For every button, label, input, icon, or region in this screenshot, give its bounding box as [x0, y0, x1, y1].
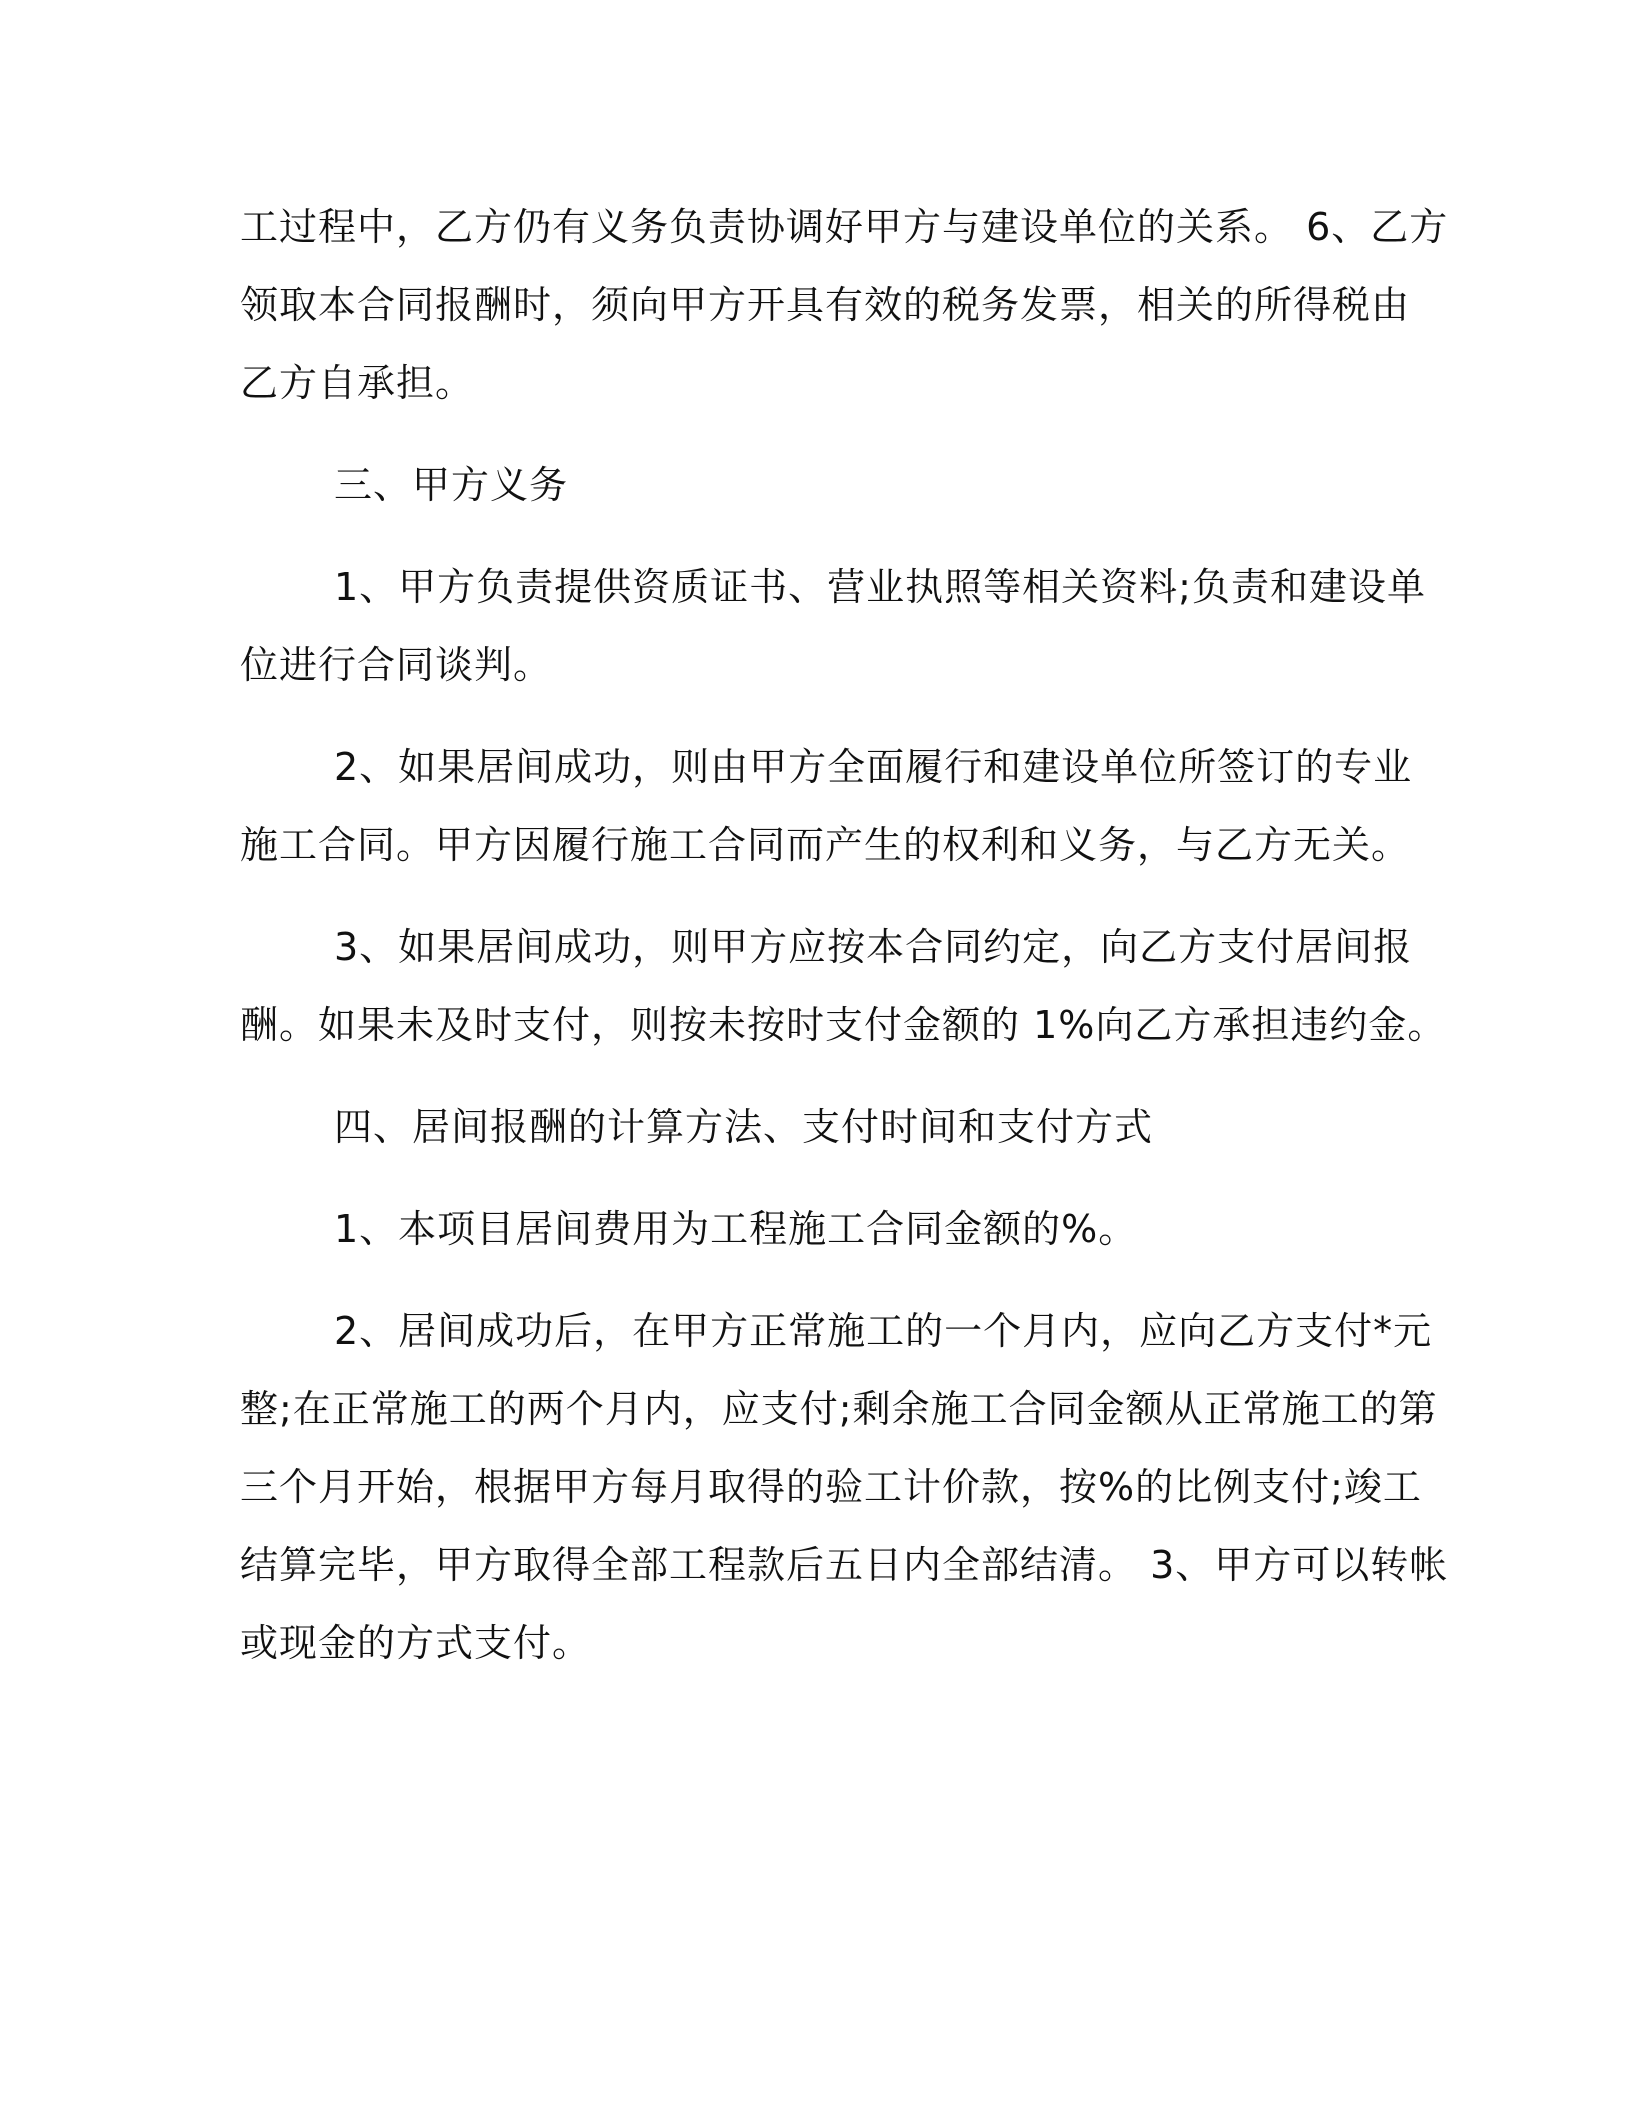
text-line: 1、本项目居间费用为工程施工合同金额的%。 — [334, 1207, 1138, 1251]
text-line: 酬。如果未及时支付，则按未按时支付金额的 1%向乙方承担违约金。 — [240, 1003, 1447, 1047]
paragraph-continuation — [240, 188, 1449, 422]
paragraph-4-1 — [240, 1190, 1390, 1268]
section-heading-3 — [240, 446, 1390, 524]
text-line: 3、如果居间成功，则甲方应按本合同约定，向乙方支付居间报 — [334, 925, 1413, 969]
paragraph-3-2 — [240, 728, 1413, 884]
text-line: 三个月开始，根据甲方每月取得的验工计价款，按%的比例支付;竣工 — [240, 1465, 1422, 1509]
text-line: 2、居间成功后，在甲方正常施工的一个月内，应向乙方支付*元 — [334, 1309, 1433, 1353]
text-line: 2、如果居间成功，则由甲方全面履行和建设单位所签订的专业 — [334, 745, 1413, 789]
paragraph-4-2 — [240, 1292, 1449, 1682]
heading-text: 四、居间报酬的计算方法、支付时间和支付方式 — [334, 1105, 1154, 1149]
paragraph-3-3 — [240, 908, 1447, 1064]
text-line: 或现金的方式支付。 — [240, 1621, 592, 1665]
text-line: 整;在正常施工的两个月内，应支付;剩余施工合同金额从正常施工的第 — [240, 1387, 1438, 1431]
text-line: 领取本合同报酬时，须向甲方开具有效的税务发票，相关的所得税由 — [240, 283, 1411, 327]
heading-text: 三、甲方义务 — [334, 463, 569, 507]
text-line: 乙方自承担。 — [240, 361, 475, 405]
text-line: 工过程中，乙方仍有义务负责协调好甲方与建设单位的关系。 6、乙方 — [240, 205, 1449, 249]
paragraph-3-1 — [240, 548, 1426, 704]
text-line: 结算完毕，甲方取得全部工程款后五日内全部结清。 3、甲方可以转帐 — [240, 1543, 1449, 1587]
section-heading-4 — [240, 1088, 1390, 1166]
text-line: 施工合同。甲方因履行施工合同而产生的权利和义务，与乙方无关。 — [240, 823, 1411, 867]
text-line: 位进行合同谈判。 — [240, 643, 553, 687]
document-body — [240, 188, 1449, 1682]
text-line: 1、甲方负责提供资质证书、营业执照等相关资料;负责和建设单 — [334, 565, 1426, 609]
